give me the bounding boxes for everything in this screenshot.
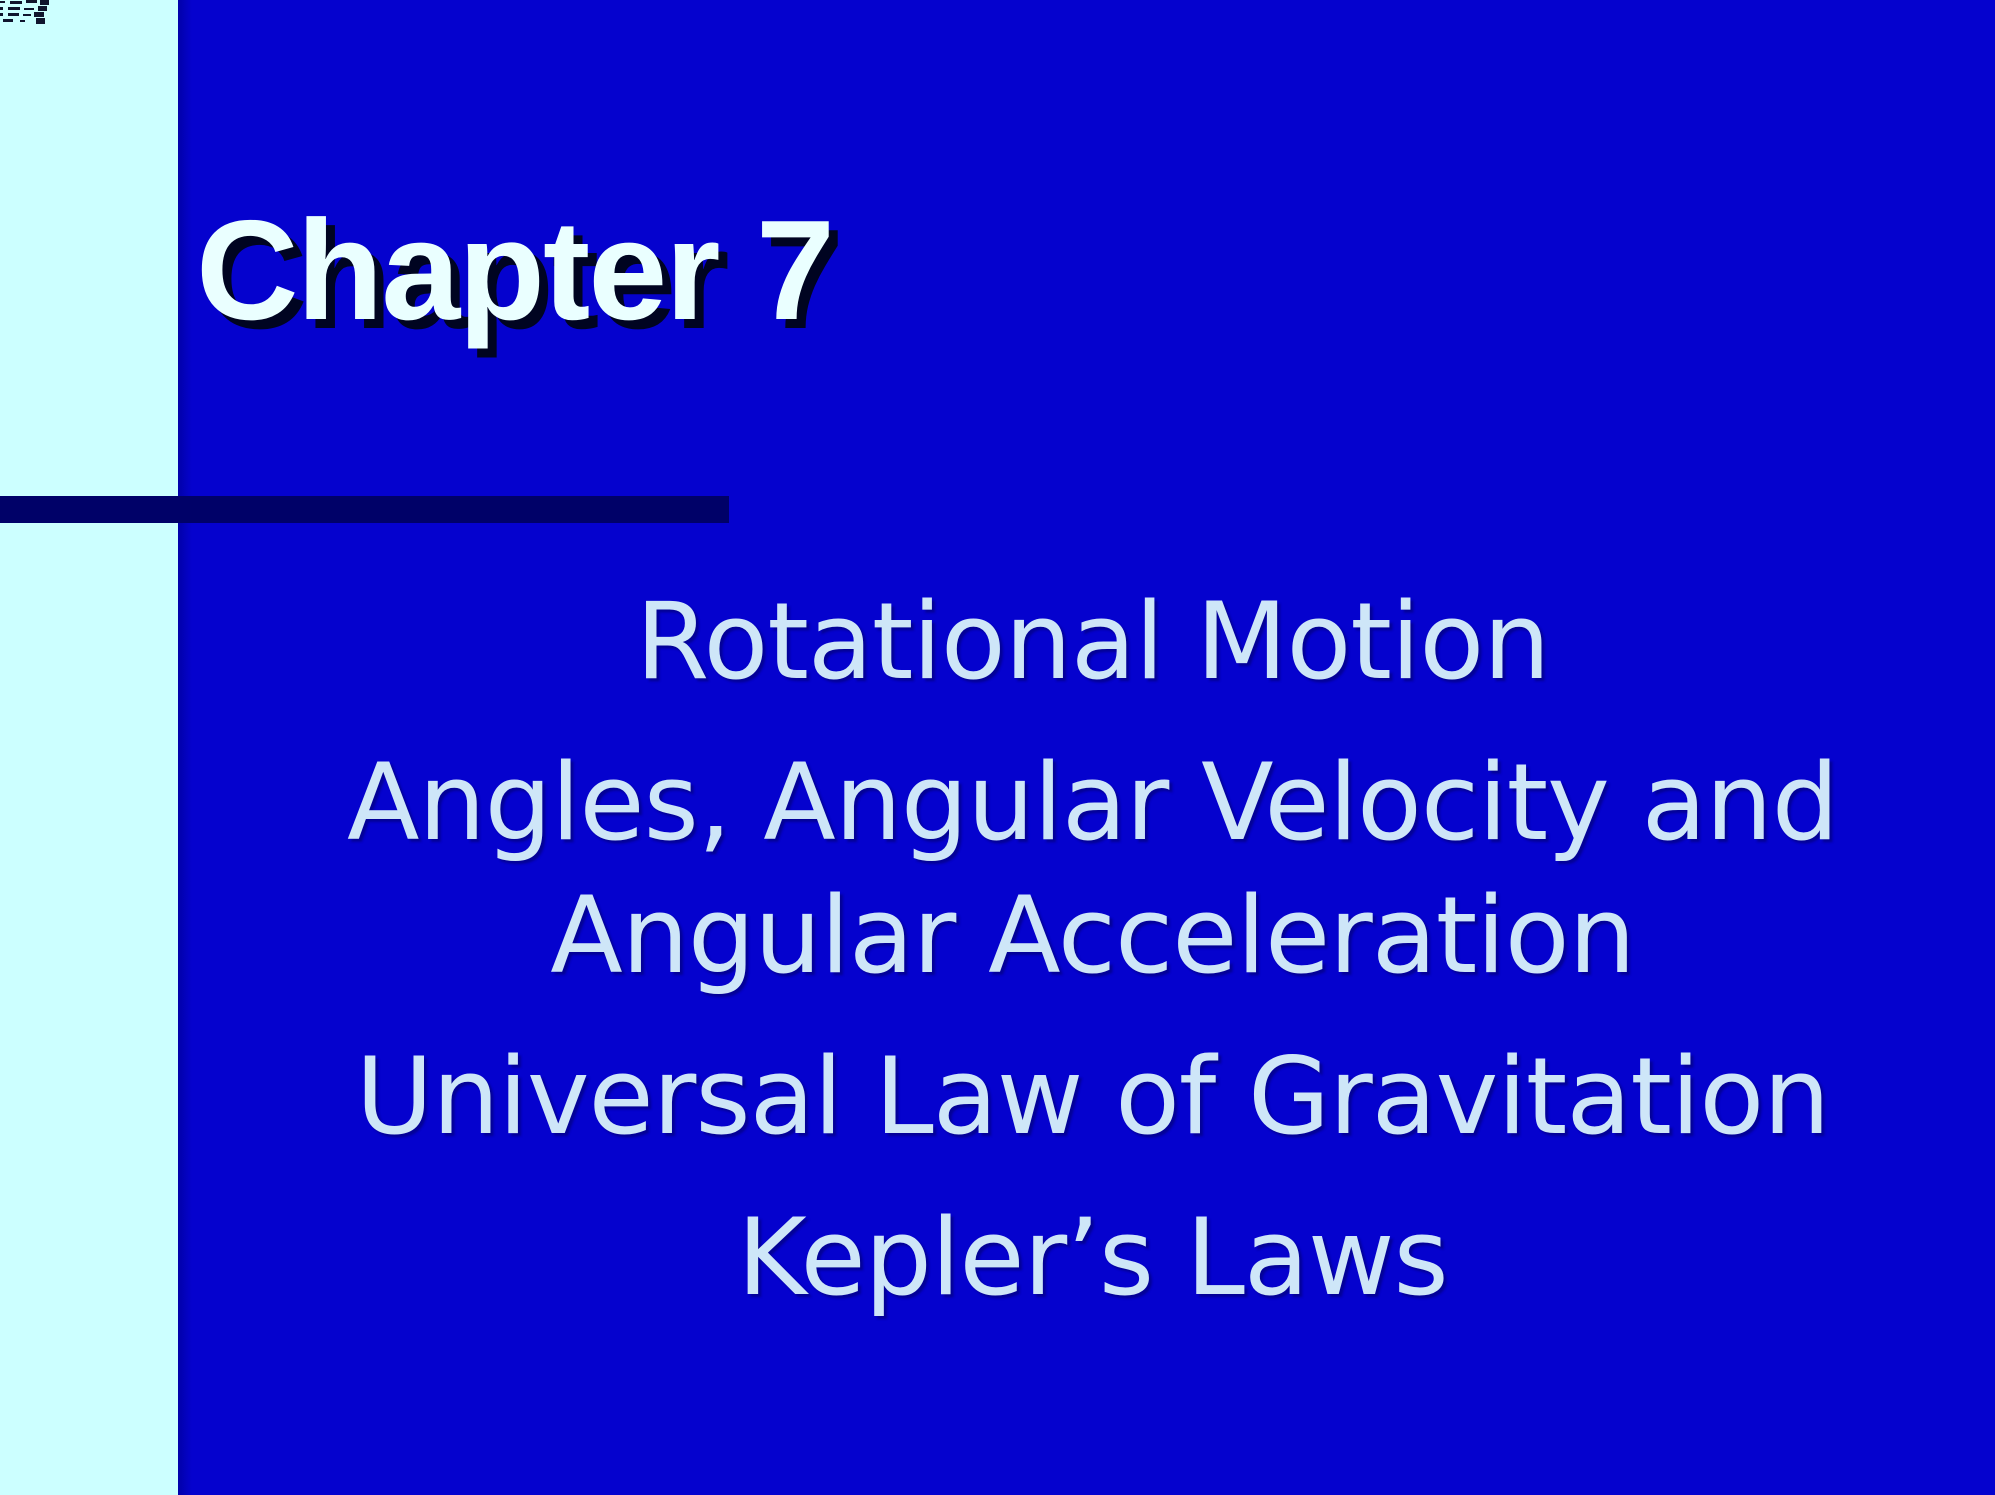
slide-title: Chapter 7 <box>196 191 833 350</box>
title-divider-bar <box>0 496 729 523</box>
corner-artifact-marks <box>0 0 52 30</box>
body-line-angles-velocity-acceleration: Angles, Angular Velocity and Angular Acceleration <box>346 741 1839 997</box>
body-line-rotational-motion: Rotational Motion <box>635 580 1550 703</box>
slide-body <box>190 575 1995 1352</box>
body-line-universal-law-gravitation: Universal Law of Gravitation <box>355 1035 1830 1158</box>
left-accent-stripe <box>0 0 178 1495</box>
body-line-keplers-laws: Kepler’s Laws <box>737 1196 1448 1319</box>
